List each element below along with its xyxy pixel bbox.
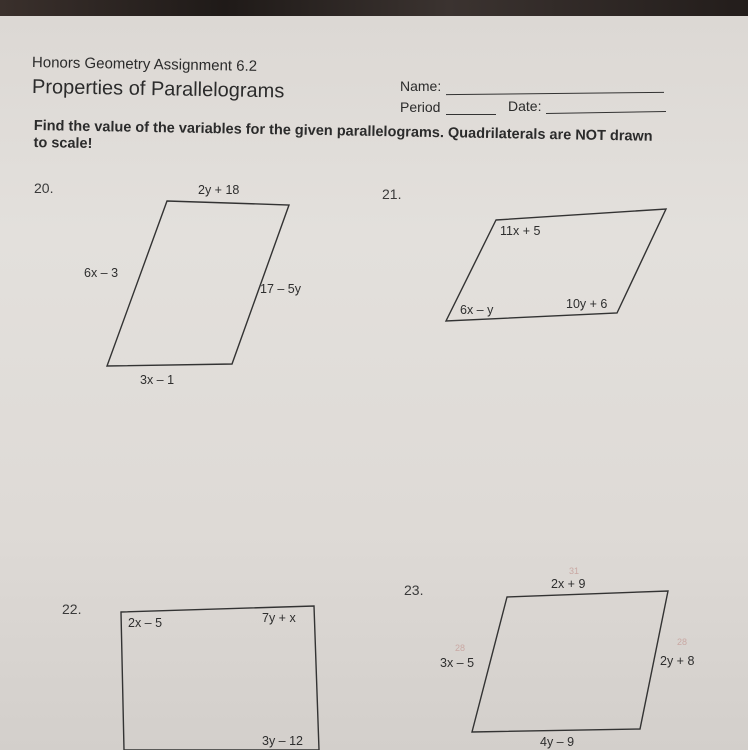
label-bottom-right-angle: 10y + 6 [566,297,608,311]
label-top: 2y + 18 [198,183,240,197]
label-left: 6x – 3 [84,266,119,280]
problem-number: 22. [62,601,82,617]
label-top-left-angle: 2x – 5 [128,616,163,630]
label-bottom: 3x – 1 [140,373,175,387]
period-label: Period [400,99,441,115]
assignment-title: Honors Geometry Assignment 6.2 [31,54,258,75]
label-bottom-left-angle: 6x – y [460,303,494,317]
label-top: 2x + 9 [551,577,586,591]
label-left: 3x – 5 [440,656,475,670]
pencil-mark-top: 31 [569,566,580,576]
label-right: 2y + 8 [660,654,695,668]
worksheet-title: Properties of Parallelograms [31,76,285,103]
pencil-mark-right: 28 [677,637,688,647]
problem-number: 20. [34,180,54,196]
date-label: Date: [508,98,542,114]
problem-number: 21. [382,186,402,202]
label-bottom: 4y – 9 [540,735,575,749]
pencil-mark-left: 28 [455,643,466,653]
label-bottom-right-angle: 3y – 12 [262,734,304,748]
name-label: Name: [400,78,442,94]
label-top-right-angle: 7y + x [262,611,296,625]
parallelogram-23 [472,591,668,732]
label-right: 17 – 5y [260,282,302,296]
label-top-angle: 11x + 5 [500,224,541,238]
instructions: Find the value of the variables for the given parallelograms. Quadrilaterals are NOT drawn to scale! [33,118,653,153]
problem-number: 23. [404,582,424,598]
